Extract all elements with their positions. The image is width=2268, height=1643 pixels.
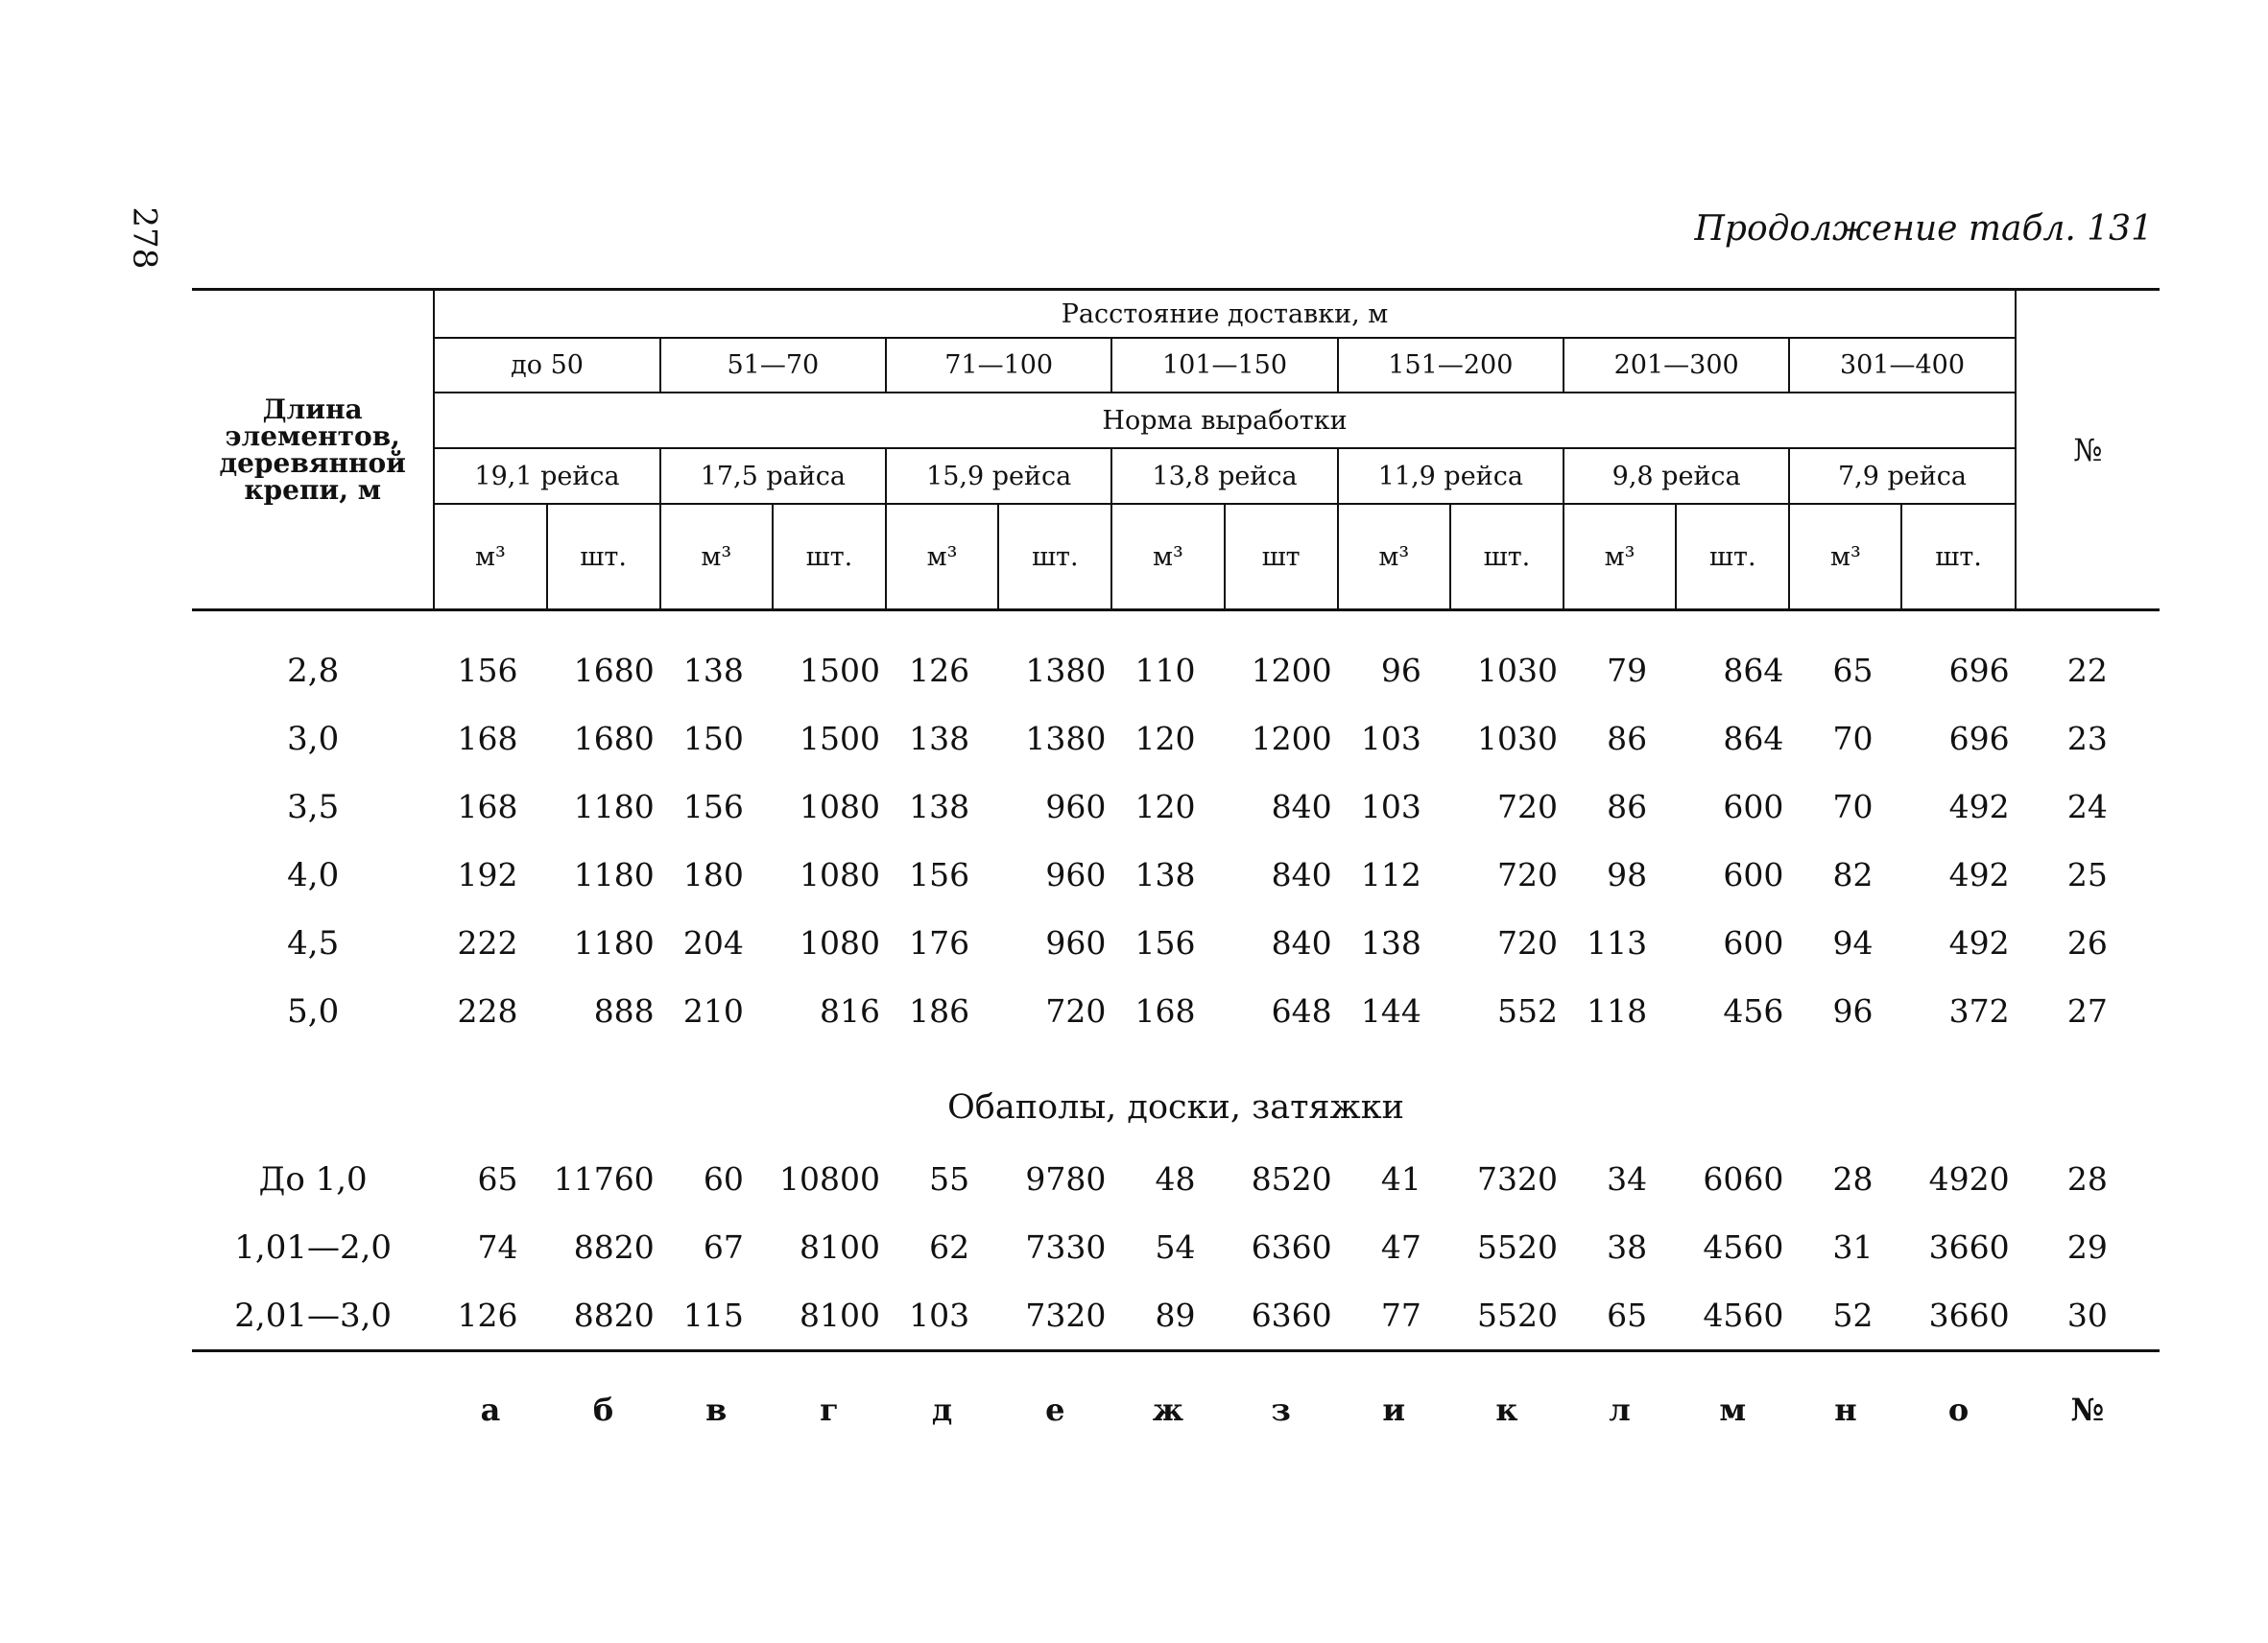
pieces-cell: 1180 — [573, 924, 655, 962]
volume-cell: 204 — [682, 924, 744, 962]
volume-cell: 118 — [1587, 992, 1648, 1030]
volume-cell: 62 — [929, 1228, 970, 1266]
unit-cell: м³ — [1111, 504, 1224, 610]
volume-cell: 28 — [1832, 1160, 1874, 1198]
pieces-cell: 4560 — [1703, 1297, 1784, 1334]
unit-cell: м³ — [1338, 504, 1450, 610]
pieces-cell: 8100 — [800, 1228, 881, 1266]
row-label: 1,01—2,0 — [234, 1227, 393, 1267]
pieces-cell: 1180 — [573, 788, 655, 825]
column-letter-no: № — [2070, 1392, 2105, 1428]
pieces-cell: 492 — [1948, 924, 2010, 962]
volume-cell: 144 — [1360, 992, 1421, 1030]
column-letter: з — [1271, 1392, 1291, 1428]
pieces-cell: 11760 — [553, 1160, 655, 1198]
pieces-cell: 8820 — [573, 1297, 655, 1334]
pieces-cell: 840 — [1271, 788, 1332, 825]
trips-cell: 17,5 райса — [660, 448, 886, 504]
pieces-cell: 960 — [1045, 924, 1107, 962]
column-letter: г — [820, 1392, 839, 1428]
unit-cell: м³ — [886, 504, 998, 610]
pieces-cell: 960 — [1045, 856, 1107, 893]
pieces-cell: 600 — [1723, 788, 1784, 825]
volume-cell: 176 — [909, 924, 970, 962]
pieces-cell: 1080 — [800, 924, 881, 962]
volume-cell: 70 — [1832, 720, 1874, 757]
volume-cell: 47 — [1380, 1228, 1421, 1266]
pieces-cell: 720 — [1497, 856, 1558, 893]
unit-cell: м³ — [1564, 504, 1676, 610]
volume-cell: 156 — [457, 652, 518, 689]
pieces-cell: 888 — [593, 992, 655, 1030]
volume-cell: 38 — [1607, 1228, 1648, 1266]
volume-cell: 138 — [1360, 924, 1421, 962]
pieces-cell: 372 — [1948, 992, 2010, 1030]
pieces-cell: 696 — [1948, 652, 2010, 689]
volume-cell: 110 — [1134, 652, 1196, 689]
pieces-cell: 864 — [1723, 652, 1784, 689]
volume-cell: 86 — [1607, 788, 1648, 825]
column-letter: и — [1382, 1392, 1406, 1428]
pieces-cell: 696 — [1948, 720, 2010, 757]
pieces-cell: 1080 — [800, 788, 881, 825]
volume-cell: 113 — [1587, 924, 1648, 962]
column-letter: н — [1834, 1392, 1857, 1428]
volume-cell: 74 — [477, 1228, 518, 1266]
pieces-cell: 5520 — [1477, 1228, 1558, 1266]
pieces-cell: 492 — [1948, 788, 2010, 825]
trips-cell: 9,8 рейса — [1564, 448, 1789, 504]
distance-cell: 101—150 — [1111, 338, 1337, 393]
volume-cell: 126 — [909, 652, 970, 689]
volume-cell: 168 — [1134, 992, 1196, 1030]
volume-cell: 156 — [682, 788, 744, 825]
pieces-cell: 600 — [1723, 856, 1784, 893]
pieces-cell: 1500 — [800, 720, 881, 757]
number-column-header: № — [2016, 290, 2160, 610]
volume-cell: 48 — [1155, 1160, 1196, 1198]
pieces-cell: 648 — [1271, 992, 1332, 1030]
volume-cell: 210 — [682, 992, 744, 1030]
pieces-cell: 8100 — [800, 1297, 881, 1334]
pieces-cell: 840 — [1271, 924, 1332, 962]
unit-cell: шт — [1225, 504, 1338, 610]
unit-cell: м³ — [660, 504, 773, 610]
table-row — [192, 909, 2160, 977]
pieces-cell: 960 — [1045, 788, 1107, 825]
unit-cell: шт. — [1901, 504, 2015, 610]
volume-cell: 54 — [1155, 1228, 1196, 1266]
volume-cell: 86 — [1607, 720, 1648, 757]
pieces-cell: 864 — [1723, 720, 1784, 757]
pieces-cell: 720 — [1045, 992, 1107, 1030]
pieces-cell: 6360 — [1251, 1297, 1332, 1334]
row-label: До 1,0 — [258, 1159, 368, 1199]
distance-cell: 51—70 — [660, 338, 886, 393]
pieces-cell: 4560 — [1703, 1228, 1784, 1266]
pieces-cell: 840 — [1271, 856, 1332, 893]
volume-cell: 96 — [1380, 652, 1421, 689]
volume-cell: 77 — [1380, 1297, 1421, 1334]
pieces-cell: 1680 — [573, 652, 655, 689]
volume-cell: 228 — [457, 992, 518, 1030]
pieces-cell: 3660 — [1928, 1228, 2010, 1266]
pieces-cell: 8520 — [1251, 1160, 1332, 1198]
pieces-cell: 7330 — [1025, 1228, 1107, 1266]
volume-cell: 55 — [929, 1160, 970, 1198]
column-letter: в — [705, 1392, 728, 1428]
volume-cell: 98 — [1607, 856, 1648, 893]
volume-cell: 52 — [1832, 1297, 1874, 1334]
volume-cell: 186 — [909, 992, 970, 1030]
row-label: 5,0 — [287, 991, 340, 1031]
table-row — [192, 636, 2160, 704]
pieces-cell: 6360 — [1251, 1228, 1332, 1266]
pieces-cell: 6060 — [1703, 1160, 1784, 1198]
distance-cell: 201—300 — [1564, 338, 1789, 393]
volume-cell: 138 — [682, 652, 744, 689]
volume-cell: 115 — [682, 1297, 744, 1334]
column-letter: о — [1947, 1392, 1970, 1428]
trips-cell: 11,9 рейса — [1338, 448, 1564, 504]
volume-cell: 120 — [1134, 720, 1196, 757]
table-continuation-caption: Продолжение табл. 131 — [1694, 209, 2153, 249]
pieces-cell: 1680 — [573, 720, 655, 757]
pieces-cell: 1380 — [1025, 720, 1107, 757]
volume-cell: 156 — [1134, 924, 1196, 962]
volume-cell: 103 — [1360, 788, 1421, 825]
table-row — [192, 773, 2160, 841]
distance-cell: 151—200 — [1338, 338, 1564, 393]
trips-cell: 15,9 рейса — [886, 448, 1111, 504]
pieces-cell: 600 — [1723, 924, 1784, 962]
pieces-cell: 1380 — [1025, 652, 1107, 689]
row-number: 27 — [2066, 992, 2108, 1030]
volume-cell: 41 — [1380, 1160, 1421, 1198]
table-header — [192, 290, 2160, 610]
unit-cell: шт. — [773, 504, 886, 610]
volume-cell: 103 — [1360, 720, 1421, 757]
pieces-cell: 7320 — [1025, 1297, 1107, 1334]
column-letter: б — [592, 1392, 614, 1428]
row-label: 3,0 — [287, 719, 340, 758]
trips-cell: 19,1 рейса — [434, 448, 659, 504]
volume-cell: 31 — [1832, 1228, 1874, 1266]
pieces-cell: 1200 — [1251, 652, 1332, 689]
row-number: 29 — [2066, 1228, 2108, 1266]
pieces-cell: 1030 — [1477, 720, 1558, 757]
volume-cell: 180 — [682, 856, 744, 893]
volume-cell: 60 — [703, 1160, 744, 1198]
pieces-cell: 720 — [1497, 924, 1558, 962]
table-body — [192, 610, 2160, 1351]
pieces-cell: 552 — [1497, 992, 1558, 1030]
unit-cell: шт. — [1450, 504, 1564, 610]
unit-cell: шт. — [1676, 504, 1789, 610]
row-number: 30 — [2066, 1297, 2108, 1334]
pieces-cell: 816 — [820, 992, 881, 1030]
distance-cell: 301—400 — [1789, 338, 2015, 393]
volume-cell: 82 — [1832, 856, 1874, 893]
volume-cell: 65 — [477, 1160, 518, 1198]
pieces-cell: 7320 — [1477, 1160, 1558, 1198]
volume-cell: 168 — [457, 720, 518, 757]
column-letter: м — [1719, 1392, 1747, 1428]
pieces-cell: 456 — [1723, 992, 1784, 1030]
norm-header: Норма выработки — [434, 393, 2015, 448]
pieces-cell: 5520 — [1477, 1297, 1558, 1334]
column-letter: л — [1609, 1392, 1631, 1428]
pieces-cell: 4920 — [1928, 1160, 2010, 1198]
volume-cell: 103 — [909, 1297, 970, 1334]
column-letter: д — [931, 1392, 953, 1428]
volume-cell: 94 — [1832, 924, 1874, 962]
section-title: Обаполы, доски, затяжки — [947, 1088, 1404, 1127]
column-letters — [192, 1351, 2160, 1468]
volume-cell: 150 — [682, 720, 744, 757]
volume-cell: 65 — [1607, 1297, 1648, 1334]
pieces-cell: 9780 — [1025, 1160, 1107, 1198]
table-row — [192, 1281, 2160, 1351]
volume-cell: 34 — [1607, 1160, 1648, 1198]
volume-cell: 138 — [1134, 856, 1196, 893]
pieces-cell: 1030 — [1477, 652, 1558, 689]
table-row — [192, 704, 2160, 773]
volume-cell: 222 — [457, 924, 518, 962]
row-number: 23 — [2066, 720, 2108, 757]
column-letter: е — [1045, 1392, 1065, 1428]
trips-cell: 7,9 рейса — [1789, 448, 2015, 504]
pieces-cell: 1180 — [573, 856, 655, 893]
pieces-cell: 10800 — [779, 1160, 881, 1198]
table-row — [192, 977, 2160, 1045]
unit-cell: шт. — [998, 504, 1111, 610]
volume-cell: 192 — [457, 856, 518, 893]
unit-cell: шт. — [547, 504, 660, 610]
volume-cell: 67 — [703, 1228, 744, 1266]
distance-header: Расстояние доставки, м — [434, 290, 2015, 339]
distance-cell: 71—100 — [886, 338, 1111, 393]
volume-cell: 126 — [457, 1297, 518, 1334]
column-letter: ж — [1152, 1392, 1184, 1428]
volume-cell: 89 — [1155, 1297, 1196, 1334]
row-number: 28 — [2066, 1160, 2108, 1198]
row-number: 25 — [2066, 856, 2108, 893]
unit-cell: м³ — [475, 541, 506, 572]
column-letter: а — [480, 1392, 501, 1428]
volume-cell: 138 — [909, 720, 970, 757]
volume-cell: 112 — [1360, 856, 1421, 893]
pieces-cell: 3660 — [1928, 1297, 2010, 1334]
pieces-cell: 720 — [1497, 788, 1558, 825]
row-label: 4,0 — [287, 855, 340, 894]
volume-cell: 138 — [909, 788, 970, 825]
row-label: 4,5 — [287, 923, 340, 963]
production-norms-table — [192, 288, 2160, 1467]
page-number: 278 — [125, 206, 164, 270]
distance-cell: до 50 — [434, 338, 659, 393]
unit-cell: м³ — [1789, 504, 1901, 610]
table-row — [192, 841, 2160, 909]
table-row — [192, 1213, 2160, 1281]
column-letter: к — [1495, 1392, 1518, 1428]
volume-cell: 120 — [1134, 788, 1196, 825]
pieces-cell: 8820 — [573, 1228, 655, 1266]
row-number: 22 — [2066, 652, 2108, 689]
volume-cell: 65 — [1832, 652, 1874, 689]
volume-cell: 168 — [457, 788, 518, 825]
row-number: 24 — [2066, 788, 2108, 825]
volume-cell: 96 — [1832, 992, 1874, 1030]
pieces-cell: 1500 — [800, 652, 881, 689]
table-row — [192, 1145, 2160, 1213]
row-label: 2,8 — [287, 651, 340, 690]
row-number: 26 — [2066, 924, 2108, 962]
volume-cell: 79 — [1607, 652, 1648, 689]
pieces-cell: 1080 — [800, 856, 881, 893]
pieces-cell: 492 — [1948, 856, 2010, 893]
length-column-header: Длина элементов, деревянной крепи, м — [192, 290, 434, 610]
row-label: 3,5 — [287, 787, 340, 826]
volume-cell: 70 — [1832, 788, 1874, 825]
trips-cell: 13,8 рейса — [1111, 448, 1337, 504]
pieces-cell: 1200 — [1251, 720, 1332, 757]
volume-cell: 156 — [909, 856, 970, 893]
row-label: 2,01—3,0 — [234, 1296, 393, 1335]
